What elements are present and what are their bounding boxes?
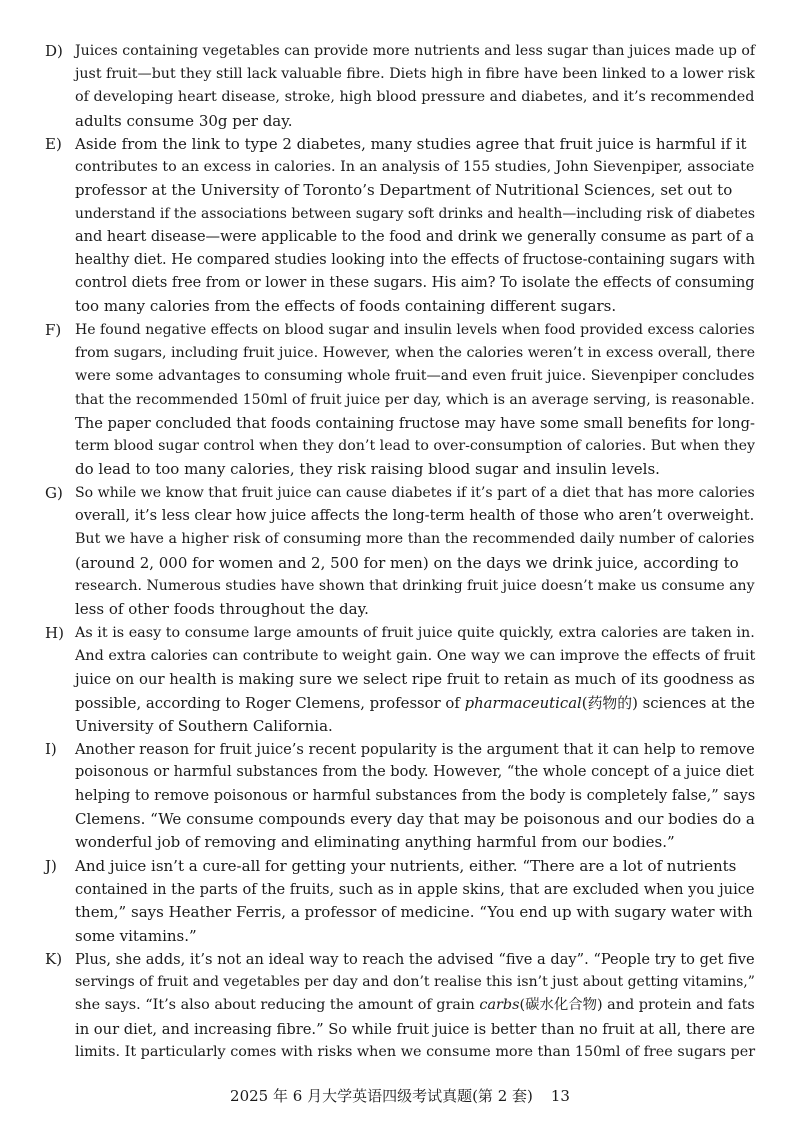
text-line: of developing heart disease, stroke, high blood pressure and diabetes, and it’s recommended	[75, 89, 755, 106]
text-line: Aside from the link to type 2 diabetes, many studies agree that fruit juice is harmful if it	[75, 135, 747, 153]
text-line: wonderful job of removing and eliminating anything harmful from our bodies.”	[75, 832, 675, 851]
line-text: (碳水化合物) and protein and fats	[519, 997, 755, 1014]
line-text: she says. “It’s also about reducing the amount of grain	[75, 997, 475, 1014]
paragraph-d	[45, 40, 755, 133]
paragraph-label: K)	[45, 950, 63, 968]
text-line: too many calories from the effects of foods containing different sugars.	[75, 297, 617, 316]
text-line: Another reason for fruit juice’s recent popularity is the argument that it can help to remove	[75, 741, 755, 758]
text-line: juice on our health is making sure we select ripe fruit to retain as much of its goodness as	[75, 670, 755, 689]
paragraph-label: H)	[45, 624, 64, 642]
text-line: control diets free from or lower in these sugars. His aim? To isolate the effects of consuming	[75, 275, 755, 292]
paragraph-h	[45, 622, 755, 738]
paragraph-i	[45, 738, 755, 854]
text-line: term blood sugar control when they don’t lead to over-consumption of calories. But when they	[75, 438, 756, 455]
text-line: were some advantages to consuming whole fruit—and even fruit juice. Sievenpiper concludes	[75, 368, 755, 385]
footer-title: 2025 年 6 月大学英语四级考试真题(第 2 套)	[230, 1087, 533, 1105]
text-line: The paper concluded that foods containing fructose may have some small benefits for long-	[75, 414, 755, 432]
text-line: research. Numerous studies have shown that drinking fruit juice doesn’t make us consume any	[75, 577, 755, 594]
text-line: professor at the University of Toronto’s Department of Nutritional Sciences, set out to	[75, 181, 733, 200]
text-line	[45, 692, 755, 715]
text-line: from sugars, including fruit juice. However, when the calories weren’t in excess overall, there	[75, 345, 755, 362]
text-line: overall, it’s less clear how juice affects the long-term health of those who aren’t overweight.	[75, 508, 755, 525]
paragraph-label: F)	[45, 321, 62, 339]
text-line: He found negative effects on blood sugar and insulin levels when food provided excess calories	[75, 322, 755, 338]
text-line: (around 2, 000 for women and 2, 500 for men) on the days we drink juice, according to	[75, 553, 739, 572]
paragraph-f	[45, 319, 755, 481]
text-line: in our diet, and increasing fibre.” So while fruit juice is better than no fruit at all, there are	[75, 1020, 755, 1038]
paragraph-label: D)	[45, 42, 63, 60]
text-line: Plus, she adds, it’s not an ideal way to reach the advised “five a day”. “People try to get five	[75, 951, 755, 968]
text-line: contributes to an excess in calories. In an analysis of 155 studies, John Sievenpiper, associate	[75, 159, 755, 176]
text-line: But we have a higher risk of consuming more than the recommended daily number of calories	[75, 531, 755, 548]
paragraph-g	[45, 482, 755, 621]
paragraph-label: I)	[45, 740, 57, 758]
paragraph-k	[45, 948, 755, 1064]
text-line: And extra calories can contribute to weight gain. One way we can improve the effects of fruit	[75, 648, 756, 665]
italic-term: carbs	[479, 997, 520, 1014]
text-line: Clemens. “We consume compounds every day that may be poisonous and our bodies do a	[75, 809, 755, 828]
line-text: possible, according to Roger Clemens, professor of	[75, 693, 460, 712]
text-line: understand if the associations between sugary soft drinks and health—including risk of diabetes	[75, 205, 755, 222]
text-line: servings of fruit and vegetables per day and don’t realise this isn’t just about getting vitamins,”	[75, 974, 755, 991]
text-line: contained in the parts of the fruits, such as in apple skins, that are excluded when you juice	[75, 881, 755, 899]
text-line: As it is easy to consume large amounts of fruit juice quite quickly, extra calories are taken in.	[75, 625, 755, 641]
text-line: some vitamins.”	[75, 926, 197, 945]
text-line: adults consume 30g per day.	[75, 111, 293, 130]
text-line	[45, 994, 755, 1017]
text-line: So while we know that fruit juice can cause diabetes if it’s part of a diet that has more calories	[75, 485, 755, 501]
text-line: poisonous or harmful substances from the body. However, “the whole concept of a juice diet	[75, 764, 754, 781]
text-line: less of other foods throughout the day.	[75, 600, 369, 619]
page-number: 13	[550, 1087, 570, 1105]
text-line: and heart disease—were applicable to the food and drink we generally consume as part of a	[75, 228, 755, 245]
paragraph-j	[45, 855, 755, 948]
text-line: helping to remove poisonous or harmful substances from the body is completely false,” says	[75, 787, 756, 805]
text-line: do lead to too many calories, they risk raising blood sugar and insulin levels.	[75, 460, 660, 479]
paragraph-label: J)	[45, 857, 57, 875]
page-footer	[0, 1085, 800, 1106]
paragraph-label: E)	[45, 135, 62, 153]
text-line: just fruit—but they still lack valuable fibre. Diets high in fibre have been linked to a lower risk	[75, 66, 755, 83]
text-line: healthy diet. He compared studies looking into the effects of fructose-containing sugars with	[75, 252, 756, 269]
paragraph-e	[45, 133, 755, 319]
paragraph-label: G)	[45, 484, 63, 502]
text-line: them,” says Heather Ferris, a professor of medicine. “You end up with sugary water with	[75, 903, 753, 922]
text-line: limits. It particularly comes with risks when we consume more than 150ml of free sugars per	[75, 1043, 756, 1060]
text-line: University of Southern California.	[75, 716, 333, 735]
line-text: (药物的) sciences at the	[581, 693, 755, 712]
text-line: And juice isn’t a cure-all for getting your nutrients, either. “There are a lot of nutrients	[75, 857, 737, 875]
text-line: Juices containing vegetables can provide more nutrients and less sugar than juices made up of	[75, 43, 756, 59]
italic-term: pharmaceutical	[464, 693, 582, 712]
text-line: that the recommended 150ml of fruit juice per day, which is an average serving, is reasonable.	[75, 391, 755, 408]
